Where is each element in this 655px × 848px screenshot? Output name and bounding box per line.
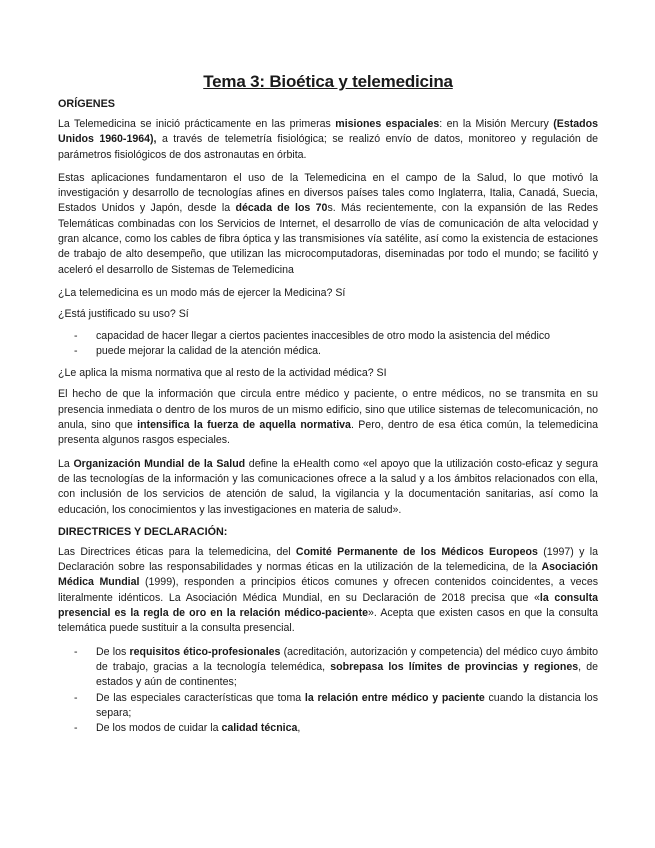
- page-title: Tema 3: Bioética y telemedicina: [203, 72, 453, 91]
- text-run: cuando la distancia los separa;: [96, 691, 598, 719]
- text-run: a través de telemetría fisiológica; se realizó envío de datos, monitoreo y regulación de parámetros fisiológicos de dos astronautas en órbita.: [58, 133, 598, 161]
- bold-text: calidad técnica: [221, 722, 298, 735]
- section-heading-origenes: ORÍGENES: [58, 98, 115, 110]
- paragraph: [58, 171, 598, 278]
- text-run: s. Más recientemente, con la expansión de las Redes Telemáticas combinadas con los Servicios de Internet, el desarrollo de vías de comunicación de alta velocidad y gran alcance, como los cables de fibra óptica y las transmisiones vía satélite, así como la existencia de estaciones de trabajo de alto desempeño, que utilizan las microcomputadoras, diseminadas por todo el mundo; se facilitó y aceleró el desarrollo de Sistemas de Telemedicina: [58, 202, 598, 276]
- text-run: ». Acepta que existen casos en que la consulta telemática puede sustituir a la consulta presencial.: [58, 607, 599, 635]
- question-text: ¿Le aplica la misma normativa que al resto de la actividad médica? SI: [58, 367, 387, 380]
- text-run: (1997) y la Declaración sobre las responsabilidades y normas éticas en la utilización de la telemedicina, de la: [58, 545, 598, 574]
- text-run: (1999), responden a principios éticos comunes y ofrecen contenidos coincidentes, a veces literalmente idénticos. La Asociación Médica Mundial, en su Declaración de 2018 precisa que «: [58, 576, 599, 604]
- bold-text: Comité Permanente de los Médicos Europeos: [295, 545, 538, 558]
- text-run: La: [58, 457, 74, 470]
- bold-text: la consulta presencial es la regla de oro en la relación médico-paciente: [58, 591, 598, 620]
- text-run: , de estados y aún de continentes;: [96, 660, 598, 689]
- text-run: De los modos de cuidar la: [96, 722, 222, 735]
- bold-text: Asociación Médica Mundial: [58, 561, 598, 589]
- bold-text: requisitos ético-profesionales: [129, 645, 281, 658]
- list-item: - capacidad de hacer llegar a ciertos pacientes inaccesibles de otro modo la asistencia del médico: [58, 329, 598, 344]
- bold-text: la relación entre médico y paciente: [304, 691, 485, 704]
- paragraph: [58, 117, 598, 163]
- text-run: ,: [297, 722, 301, 735]
- text-run: La Telemedicina se inició prácticamente en las primeras: [58, 118, 336, 130]
- question-text: ¿La telemedicina es un modo más de ejercer la Medicina? Sí: [58, 286, 346, 299]
- section-heading-directrices: DIRECTRICES Y DECLARACIÓN:: [58, 525, 228, 538]
- list-item: [58, 691, 598, 722]
- bold-text: (Estados Unidos 1960-1964),: [58, 118, 599, 146]
- paragraph: [58, 545, 598, 637]
- bold-text: Organización Mundial de la Salud: [73, 457, 246, 470]
- text-run: (acreditación, autorización y competencia) del médico cuyo ámbito de trabajo, gracias a la tecnología telemédica,: [96, 645, 598, 673]
- text-run: : en la Misión Mercury: [439, 118, 554, 130]
- list-item: - puede mejorar la calidad de la atención médica.: [58, 344, 598, 359]
- bold-text: misiones espaciales: [335, 118, 440, 130]
- text-run: define la eHealth como «el apoyo que la utilización costo-eficaz y segura de las tecnologías de la información y las comunicaciones ofrece a la salud y a los ámbitos relacionados con ella, con inclusión de los servicios de atención de salud, la vigilancia y la documentación sanitarias, así como la educación, los conocimientos y las investigaciones en materia de salud».: [58, 457, 599, 516]
- question-text: ¿Está justificado su uso? Sí: [58, 308, 189, 321]
- bold-text: década de los 70: [235, 202, 328, 215]
- paragraph: [58, 457, 598, 518]
- document-page: [58, 72, 598, 743]
- paragraph: [58, 387, 598, 448]
- text-run: De las especiales características que toma: [96, 691, 305, 704]
- bold-text: intensifica la fuerza de aquella normativa: [137, 419, 351, 432]
- text-run: Las Directrices éticas para la telemedicina, del: [58, 545, 296, 558]
- text-run: De los: [96, 645, 130, 658]
- bold-text: sobrepasa los límites de provincias y regiones: [330, 660, 579, 673]
- list-item: [58, 721, 598, 736]
- text-run: . Pero, dentro de esa ética común, la telemedicina presenta algunos rasgos especiales.: [58, 419, 598, 447]
- bullet-list: [58, 645, 598, 737]
- bullet-list: [58, 329, 598, 360]
- text-run: El hecho de que la información que circula entre médico y paciente, o entre médicos, no se transmita en su presencia inmediata o dentro de los muros de un mismo edificio, sino que utilice sistemas de telecomunicación, no anula, sino que: [58, 388, 598, 432]
- text-run: Estas aplicaciones fundamentaron el uso de la Telemedicina en el campo de la Salud, lo que motivó la investigación y desarrollo de tecnologías afines en diversos países tales como Inglaterra, Italia, Canadá, Suecia, Estados Unidos y Japón, desde la: [58, 171, 598, 215]
- list-item: [58, 645, 598, 691]
